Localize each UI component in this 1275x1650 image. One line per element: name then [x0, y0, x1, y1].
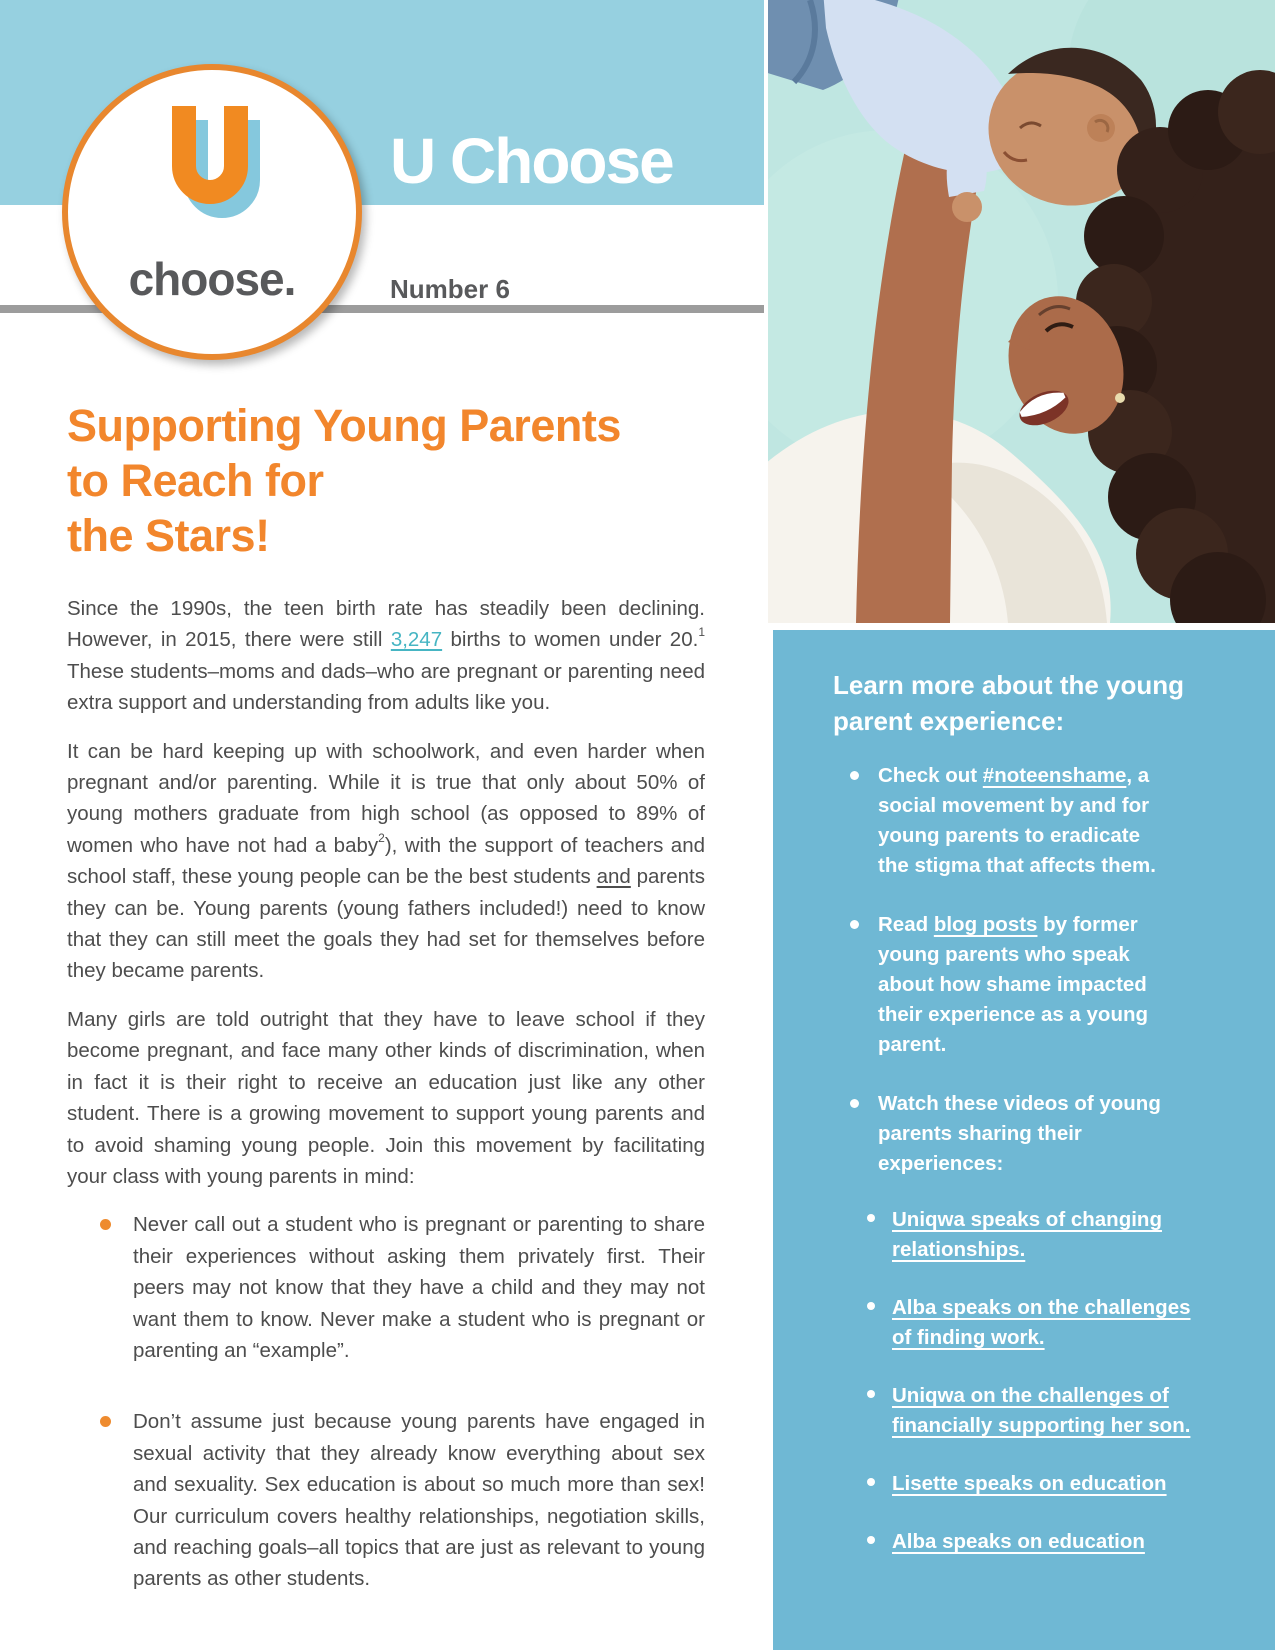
video-link-alba-education[interactable]: Alba speaks on education: [892, 1530, 1145, 1553]
blog-posts-link[interactable]: blog posts: [933, 913, 1038, 936]
bullet-icon: [867, 1390, 875, 1398]
uchoose-logo: [62, 64, 362, 360]
sidebar-title: Learn more about the young parent experience:: [833, 670, 1185, 736]
video-link-alba-work[interactable]: Alba speaks on the challenges of finding work.: [892, 1296, 1191, 1349]
sidebar-item-videos: [878, 1089, 1191, 1557]
bullet-icon: [867, 1302, 875, 1310]
heading-line: to Reach for: [67, 455, 324, 506]
issue-number: Number 6: [390, 274, 510, 304]
sidebar-item-blog-posts: [878, 910, 1173, 1060]
paragraph-text: ), with the support of teachers and school staff, these young people can be the best students: [67, 833, 706, 889]
noteenshame-link[interactable]: #noteenshame: [982, 764, 1127, 787]
bullet-icon: [850, 1099, 859, 1108]
bullet-icon: [100, 1416, 111, 1427]
article-heading: [67, 398, 705, 563]
newsletter-title-line1: U Choose: [390, 125, 673, 197]
video-link-item: [892, 1527, 1214, 1557]
newsletter-title-line2: to Know: [390, 196, 629, 268]
hero-photo: [768, 0, 1275, 623]
sidebar-item-noteenshame: [878, 761, 1173, 881]
paragraph-schoolwork: [67, 736, 705, 987]
article-column: [67, 398, 705, 1635]
video-links-list: [892, 1205, 1191, 1557]
footnote-1-marker: 1: [698, 625, 705, 640]
bullet-icon: [850, 920, 859, 929]
bullet-icon: [867, 1214, 875, 1222]
list-item: [67, 1209, 705, 1366]
paragraph-discrimination: [67, 1004, 705, 1192]
video-link-uniqwa-relationships[interactable]: Uniqwa speaks of changing relationships.: [892, 1208, 1162, 1261]
sidebar-item-text: Watch these videos of young parents sharing their experiences:: [878, 1092, 1161, 1175]
masthead: [390, 126, 673, 305]
bullet-icon: [850, 771, 859, 780]
sidebar-item-text: Read: [878, 913, 934, 936]
emphasized-and: and: [596, 865, 631, 889]
video-link-item: [892, 1469, 1214, 1499]
logo-u-icon: [148, 100, 276, 250]
sidebar-item-text: , a social movement by and for young parents to eradicate the stigma that affects them.: [878, 764, 1156, 877]
paragraph-text: Many girls are told outright that they have to leave school if they become pregnant, and face many other kinds of discrimination, when in fact it is their right to receive an education just like any other student. There is a growing movement to support young parents and to avoid shaming young people. Join this movement by facilitating your class with young parents in mind:: [67, 1007, 705, 1188]
video-link-item: [892, 1381, 1214, 1441]
video-link-item: [892, 1293, 1214, 1353]
video-link-lisette-education[interactable]: Lisette speaks on education: [892, 1472, 1167, 1495]
hero-photo-illustration: [768, 0, 1275, 623]
heading-line: the Stars!: [67, 510, 270, 561]
sidebar-learn-more: [773, 630, 1275, 1650]
footnote-2-marker: 2: [378, 830, 385, 845]
logo-wordmark: choose.: [128, 253, 296, 305]
paragraph-text: births to women under 20.: [442, 628, 699, 652]
births-count-link[interactable]: 3,247: [390, 628, 443, 652]
bullet-icon: [867, 1536, 875, 1544]
list-item-text: Don’t assume just because young parents have engaged in sexual activity that they already know everything about sex and sexuality. Sex education is about so much more than sex! Our curriculum covers healthy relationships, negotiation skills, and reaching goals–all topics that are just as relevant to young parents as other students.: [133, 1410, 705, 1591]
video-link-item: [892, 1205, 1214, 1265]
paragraph-text: It can be hard keeping up with schoolwork, and even harder when pregnant and/or parenting. While it is true that only about 50% of young mothers graduate from high school (as opposed to 89% of women who have not had a baby: [67, 739, 705, 857]
bullet-icon: [867, 1478, 875, 1486]
sidebar-item-text: Check out: [878, 764, 983, 787]
bullet-icon: [100, 1219, 111, 1230]
heading-line: Supporting Young Parents: [67, 400, 621, 451]
paragraph-text: These students–moms and dads–who are pregnant or parenting need extra support and understanding from adults like you.: [67, 659, 705, 715]
video-link-uniqwa-financial[interactable]: Uniqwa on the challenges of financially supporting her son.: [892, 1384, 1191, 1437]
paragraph-text: parents they can be. Young parents (young fathers included!) need to know that they can still meet the goals they had set for themselves before they became parents.: [67, 865, 705, 983]
advice-list: [67, 1209, 705, 1594]
paragraph-text: Since the 1990s, the teen birth rate has steadily been declining. However, in 2015, there were still: [67, 597, 705, 652]
list-item: [67, 1406, 705, 1594]
sidebar-item-text: by former young parents who speak about how shame impacted their experience as a young parent.: [878, 913, 1149, 1056]
sidebar-list: [878, 761, 1235, 1557]
list-item-text: Never call out a student who is pregnant or parenting to share their experiences without asking them privately first. Their peers may not know that they have a child and they may not want them to know. Never make a student who is pregnant or parenting an “example”.: [133, 1213, 705, 1362]
paragraph-births: [67, 593, 705, 719]
